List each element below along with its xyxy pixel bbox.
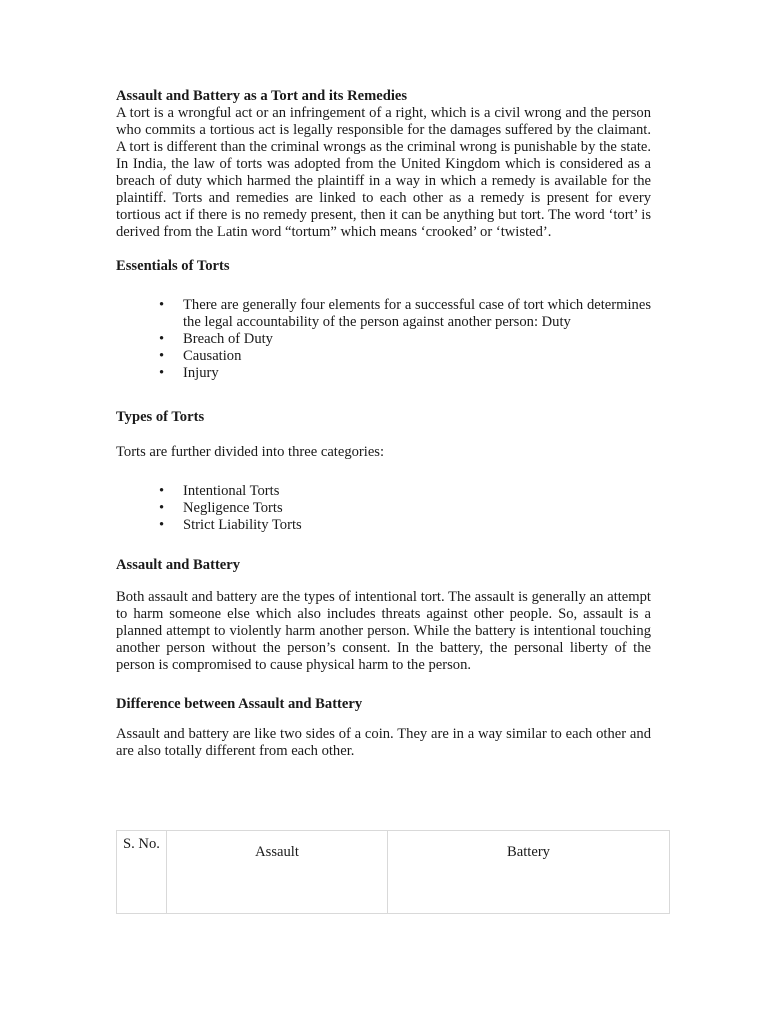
bullet-icon: • — [159, 365, 165, 381]
essentials-list — [116, 297, 651, 382]
list-item: • Intentional Torts — [159, 483, 280, 499]
list-item: • Breach of Duty — [159, 331, 273, 347]
header-battery: Battery — [388, 831, 670, 914]
bullet-icon: • — [159, 348, 165, 364]
list-item: • Strict Liability Torts — [159, 517, 302, 533]
header-assault: Assault — [167, 831, 388, 914]
bullet-icon: • — [159, 483, 165, 499]
list-item: • Negligence Torts — [159, 500, 283, 516]
assault-battery-paragraph: Both assault and battery are the types of intentional tort. The assault is generally an attempt to harm someone else which also includes threats against other people. So, assault is a planned attempt to violently harm another person. While the battery is intentional touching another person without the person’s consent. In the battery, the personal liberty of the person is compromised to cause physical harm to the person. — [116, 589, 651, 673]
document-title: Assault and Battery as a Tort and its Remedies — [116, 88, 408, 104]
assault-battery-heading: Assault and Battery — [116, 557, 241, 573]
bullet-icon: • — [159, 517, 165, 533]
list-item: • There are generally four elements for a successful case of tort which determines the legal accountability of the person against another person: Duty — [159, 297, 651, 330]
types-heading: Types of Torts — [116, 409, 205, 425]
bullet-icon: • — [159, 297, 165, 313]
list-item: • Injury — [159, 365, 219, 381]
list-item: • Causation — [159, 348, 242, 364]
bullet-icon: • — [159, 331, 165, 347]
header-serial-number: S. No. — [117, 831, 167, 914]
document-body — [116, 86, 651, 760]
essentials-heading: Essentials of Torts — [116, 258, 230, 274]
comparison-table — [116, 830, 670, 914]
difference-paragraph: Assault and battery are like two sides of a coin. They are in a way similar to each other and are also totally different from each other. — [116, 726, 651, 759]
bullet-icon: • — [159, 500, 165, 516]
types-intro: Torts are further divided into three categories: — [116, 444, 385, 460]
comparison-table-wrapper — [116, 830, 670, 914]
intro-paragraph: A tort is a wrongful act or an infringement of a right, which is a civil wrong and the person who commits a tortious act is legally responsible for the damages suffered by the claimant. A tort is different than the criminal wrongs as the criminal wrong is punishable by the state. In India, the law of torts was adopted from the United Kingdom which is considered as a breach of duty which harmed the plaintiff in a way in which a remedy is available for the plaintiff. Torts and remedies are linked to each other as a remedy is present for every tortious act if there is no remedy present, then it can be anything but tort. The word ‘tort’ is derived from the Latin word “tortum” which means ‘crooked’ or ‘twisted’. — [116, 105, 651, 240]
table-header-row — [117, 831, 670, 914]
types-list — [116, 483, 651, 534]
difference-heading: Difference between Assault and Battery — [116, 696, 363, 712]
